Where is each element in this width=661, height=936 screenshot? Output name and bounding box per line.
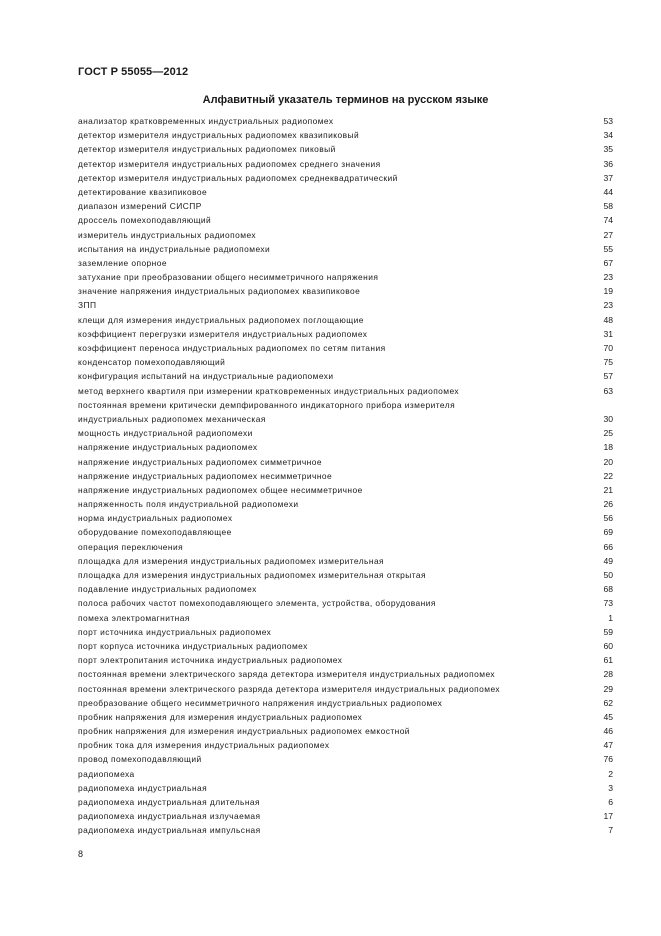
index-page-number: 57 xyxy=(603,371,613,382)
index-term: индустриальных радиопомех механическая xyxy=(78,413,266,424)
index-entry xyxy=(78,483,613,497)
index-entry xyxy=(78,284,613,298)
index-term: пробник тока для измерения индустриальных радиопомех xyxy=(78,740,330,751)
index-entry xyxy=(78,752,613,766)
index-title: Алфавитный указатель терминов на русском языке xyxy=(202,94,489,106)
index-page-number: 63 xyxy=(603,385,613,396)
page-number: 8 xyxy=(78,849,84,859)
index-term: заземление опорное xyxy=(78,257,167,268)
index-page-number: 76 xyxy=(603,754,613,765)
index-page-number: 45 xyxy=(603,711,613,722)
index-term: ЗПП xyxy=(78,300,97,311)
index-entry xyxy=(78,497,613,511)
index-entry xyxy=(78,781,613,795)
index-page-number: 58 xyxy=(603,201,613,212)
index-term: напряжение индустриальных радиопомех общее несимметричное xyxy=(78,484,363,495)
index-term: диапазон измерений СИСПР xyxy=(78,201,202,212)
index-entry xyxy=(78,795,613,809)
index-entry xyxy=(78,313,613,327)
index-page-number: 66 xyxy=(603,541,613,552)
index-page-number: 34 xyxy=(603,130,613,141)
index-term: дроссель помехоподавляющий xyxy=(78,215,212,226)
index-page-number: 35 xyxy=(603,144,613,155)
index-term: мощность индустриальной радиопомехи xyxy=(78,428,253,439)
index-term: детектор измерителя индустриальных радиопомех квазипиковый xyxy=(78,130,360,141)
index-page-number: 18 xyxy=(603,442,613,453)
index-entry xyxy=(78,455,613,469)
index-page-number: 68 xyxy=(603,584,613,595)
index-term: затухание при преобразовании общего несимметричного напряжения xyxy=(78,272,379,283)
index-entry xyxy=(78,213,613,227)
index-term: коэффициент перегрузки измерителя индустриальных радиопомех xyxy=(78,328,368,339)
index-page-number: 20 xyxy=(603,456,613,467)
index-term: радиопомеха индустриальная xyxy=(78,782,208,793)
index-term: напряженность поля индустриальной радиопомехи xyxy=(78,499,299,510)
index-page-number: 27 xyxy=(603,229,613,240)
index-entry xyxy=(78,440,613,454)
index-entry xyxy=(78,738,613,752)
index-page-number: 23 xyxy=(603,300,613,311)
index-entry xyxy=(78,696,613,710)
index-page-number: 31 xyxy=(603,328,613,339)
index-page-number: 3 xyxy=(608,782,613,793)
index-entry xyxy=(78,242,613,256)
index-page-number: 74 xyxy=(603,215,613,226)
index-term: операция переключения xyxy=(78,541,184,552)
index-term: площадка для измерения индустриальных радиопомех измерительная xyxy=(78,555,385,566)
index-term: напряжение индустриальных радиопомех xyxy=(78,442,258,453)
index-term: преобразование общего несимметричного напряжения индустриальных радиопомех xyxy=(78,697,443,708)
index-term: постоянная времени электрического разряда детектора измерителя индустриальных радиопомех xyxy=(78,683,501,694)
index-page-number: 36 xyxy=(603,158,613,169)
index-entry xyxy=(78,128,613,142)
index-entry xyxy=(78,653,613,667)
index-page-number: 44 xyxy=(603,186,613,197)
index-entry xyxy=(78,596,613,610)
index-term: полоса рабочих частот помехоподавляющего элемента, устройства, оборудования xyxy=(78,598,436,609)
index-page-number: 75 xyxy=(603,357,613,368)
index-entry xyxy=(78,298,613,312)
index-term: детектор измерителя индустриальных радиопомех среднего значения xyxy=(78,158,381,169)
index-term: норма индустриальных радиопомех xyxy=(78,513,233,524)
index-entry xyxy=(78,412,613,426)
index-term: напряжение индустриальных радиопомех симметричное xyxy=(78,456,322,467)
index-entry xyxy=(78,369,613,383)
index-page-number: 60 xyxy=(603,640,613,651)
index-entry xyxy=(78,185,613,199)
index-page-number: 17 xyxy=(603,811,613,822)
index-term: детектор измерителя индустриальных радиопомех среднеквадратический xyxy=(78,172,398,183)
index-page-number: 7 xyxy=(608,825,613,836)
index-page-number: 56 xyxy=(603,513,613,524)
index-page-number: 1 xyxy=(608,612,613,623)
index-entry xyxy=(78,639,613,653)
index-page-number: 73 xyxy=(603,598,613,609)
index-term: оборудование помехоподавляющее xyxy=(78,527,232,538)
index-page-number: 55 xyxy=(603,243,613,254)
index-term: анализатор кратковременных индустриальных радиопомех xyxy=(78,116,334,126)
term-index-list xyxy=(78,114,613,838)
index-term: радиопомеха индустриальная импульсная xyxy=(78,825,261,836)
index-page-number: 70 xyxy=(603,343,613,353)
index-term: измеритель индустриальных радиопомех xyxy=(78,229,257,240)
index-page-number: 47 xyxy=(603,740,613,751)
index-entry xyxy=(78,611,613,625)
index-entry xyxy=(78,767,613,781)
index-term: пробник напряжения для измерения индустриальных радиопомех емкостной xyxy=(78,726,410,737)
index-page-number: 23 xyxy=(603,272,613,283)
index-entry xyxy=(78,511,613,525)
index-page-number: 2 xyxy=(608,768,613,779)
index-term: постоянная времени электрического заряда детектора измерителя индустриальных радиопомех xyxy=(78,669,496,680)
index-entry xyxy=(78,724,613,738)
index-term: коэффициент переноса индустриальных радиопомех по сетям питания xyxy=(78,343,386,353)
index-term: метод верхнего квартиля при измерении кратковременных индустриальных радиопомех xyxy=(78,385,460,396)
index-page-number: 53 xyxy=(603,116,613,126)
index-term: площадка для измерения индустриальных радиопомех измерительная открытая xyxy=(78,570,426,580)
index-term: постоянная времени критически демпфированного индикаторного прибора измерителя xyxy=(78,399,456,410)
index-page-number: 26 xyxy=(603,499,613,510)
index-entry xyxy=(78,582,613,596)
index-page-number: 29 xyxy=(603,683,613,694)
index-entry xyxy=(78,327,613,341)
index-entry xyxy=(78,114,613,128)
document-id: ГОСТ Р 55055—2012 xyxy=(78,66,189,78)
index-entry xyxy=(78,398,613,412)
index-entry xyxy=(78,384,613,398)
index-entry xyxy=(78,171,613,185)
index-entry xyxy=(78,228,613,242)
index-page-number: 22 xyxy=(603,470,613,481)
index-entry xyxy=(78,682,613,696)
index-entry xyxy=(78,355,613,369)
index-page-number: 21 xyxy=(603,484,613,495)
index-page-number: 28 xyxy=(603,669,613,680)
index-page-number: 59 xyxy=(603,626,613,637)
index-page-number: 69 xyxy=(603,527,613,538)
index-entry xyxy=(78,469,613,483)
index-term: испытания на индустриальные радиопомехи xyxy=(78,243,271,254)
index-term: подавление индустриальных радиопомех xyxy=(78,584,257,595)
index-page-number: 49 xyxy=(603,555,613,566)
index-page-number: 6 xyxy=(608,797,613,807)
index-term: порт источника индустриальных радиопомех xyxy=(78,626,272,637)
index-term: конденсатор помехоподавляющий xyxy=(78,357,226,368)
index-term: порт электропитания источника индустриальных радиопомех xyxy=(78,655,343,666)
index-term: детектирование квазипиковое xyxy=(78,186,208,197)
index-page-number: 46 xyxy=(603,726,613,737)
index-term: детектор измерителя индустриальных радиопомех пиковый xyxy=(78,144,336,155)
index-page-number: 50 xyxy=(603,570,613,580)
index-entry xyxy=(78,667,613,681)
index-entry xyxy=(78,568,613,582)
index-entry xyxy=(78,525,613,539)
index-term: провод помехоподавляющий xyxy=(78,754,202,765)
index-page-number: 62 xyxy=(603,697,613,708)
index-entry xyxy=(78,823,613,837)
index-entry xyxy=(78,270,613,284)
index-entry xyxy=(78,809,613,823)
index-entry xyxy=(78,540,613,554)
index-entry xyxy=(78,142,613,156)
index-term: клещи для измерения индустриальных радиопомех поглощающие xyxy=(78,314,364,325)
index-entry xyxy=(78,256,613,270)
index-entry xyxy=(78,710,613,724)
index-term: конфигурация испытаний на индустриальные радиопомехи xyxy=(78,371,334,382)
index-page-number: 48 xyxy=(603,314,613,325)
index-entry xyxy=(78,157,613,171)
index-term: радиопомеха индустриальная излучаемая xyxy=(78,811,261,822)
index-page-number: 25 xyxy=(603,428,613,439)
index-term: радиопомеха xyxy=(78,768,135,779)
index-term: напряжение индустриальных радиопомех несимметричное xyxy=(78,470,333,481)
index-page-number: 67 xyxy=(603,257,613,268)
index-entry xyxy=(78,554,613,568)
index-term: пробник напряжения для измерения индустриальных радиопомех xyxy=(78,711,363,722)
index-page-number: 37 xyxy=(603,172,613,183)
index-term: порт корпуса источника индустриальных радиопомех xyxy=(78,640,308,651)
index-page-number: 30 xyxy=(603,413,613,424)
index-term: радиопомеха индустриальная длительная xyxy=(78,797,261,807)
index-term: помеха электромагнитная xyxy=(78,612,190,623)
index-page-number: 61 xyxy=(603,655,613,666)
index-page-number: 19 xyxy=(603,286,613,297)
index-entry xyxy=(78,341,613,355)
index-entry xyxy=(78,426,613,440)
index-entry xyxy=(78,199,613,213)
index-entry xyxy=(78,625,613,639)
index-term: значение напряжения индустриальных радиопомех квазипиковое xyxy=(78,286,361,297)
